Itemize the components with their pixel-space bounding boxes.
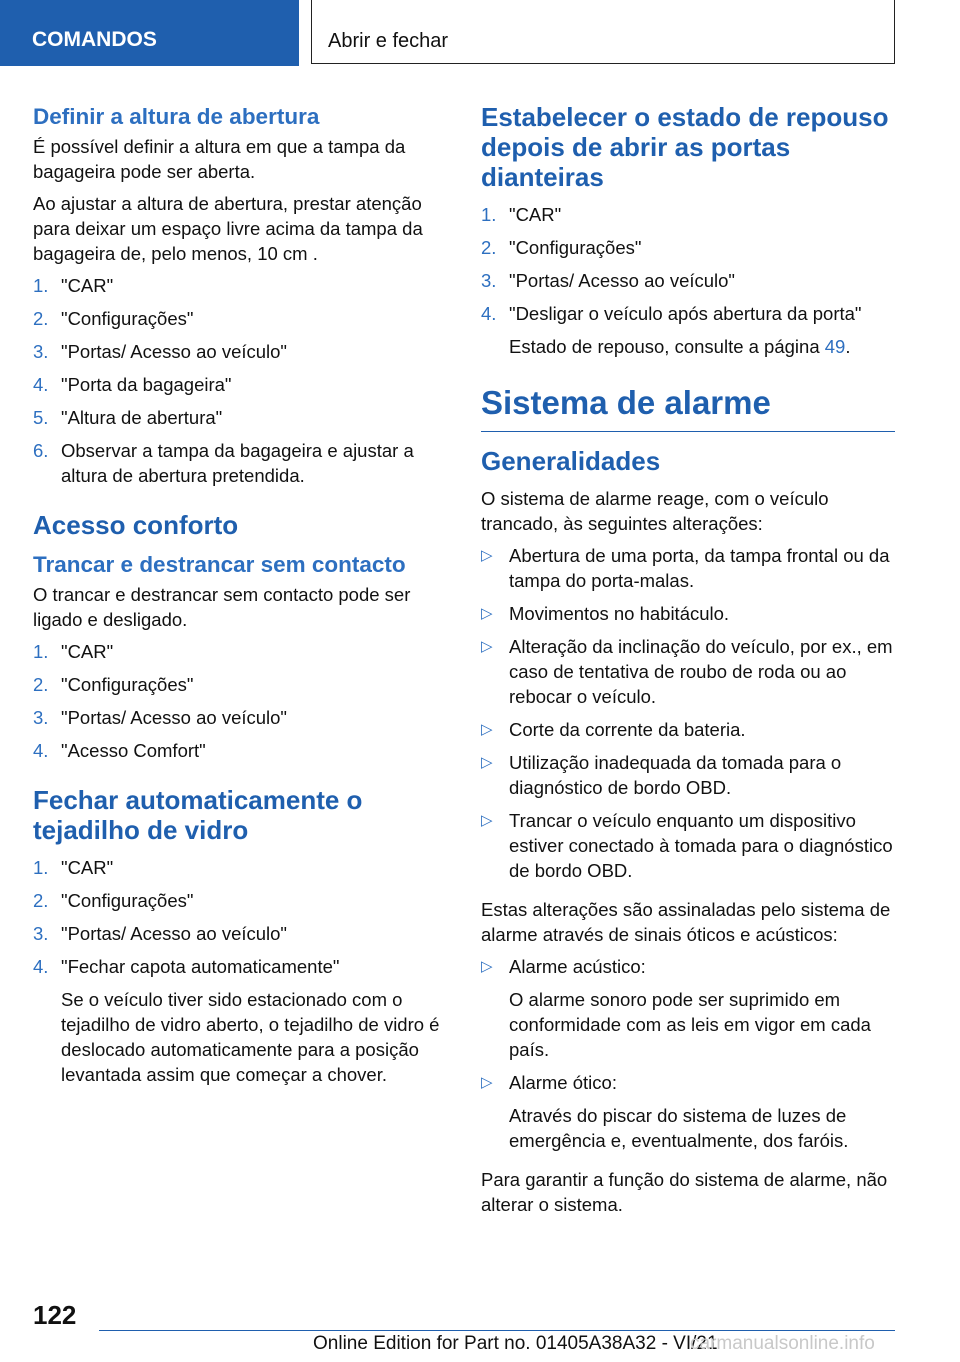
step-note [509, 334, 895, 359]
step-number: 3. [33, 923, 49, 944]
left-column [33, 96, 441, 1101]
list-item [33, 405, 441, 430]
step-text: "Altura de abertura" [61, 407, 223, 428]
bullet-text: Alarme ótico: [509, 1072, 617, 1093]
section-tab: COMANDOS [0, 0, 299, 66]
list-item [481, 750, 895, 800]
list-item [33, 438, 441, 488]
list-item [33, 672, 441, 697]
list-item [33, 273, 441, 298]
edition-text: Online Edition for Part no. 01405A38A32 - VI/21 [313, 1333, 718, 1354]
step-text: "CAR" [61, 275, 114, 296]
step-number: 4. [33, 374, 49, 395]
bullet-list [481, 954, 895, 1153]
list-item [481, 954, 895, 1062]
list-item [481, 543, 895, 593]
step-text: "Portas/ Acesso ao veículo" [61, 707, 288, 728]
page-number: 122 [33, 1300, 77, 1330]
triangle-bullet-icon: ▷ [481, 605, 493, 622]
bullet-text: Trancar o veículo enquanto um dispositivo estiver conectado à tomada para o diagnóstico de bordo OBD. [509, 810, 893, 881]
step-number: 1. [33, 857, 49, 878]
paragraph: O sistema de alarme reage, com o veículo trancado, às seguintes alterações: [481, 488, 829, 534]
step-number: 3. [33, 707, 49, 728]
bullet-text: Abertura de uma porta, da tampa frontal ou da tampa do porta-malas. [509, 545, 890, 591]
triangle-bullet-icon: ▷ [481, 638, 493, 655]
step-text: "Configurações" [61, 890, 194, 911]
triangle-bullet-icon: ▷ [481, 547, 493, 564]
triangle-bullet-icon: ▷ [481, 754, 493, 771]
step-text: "CAR" [61, 641, 114, 662]
step-text: "Configurações" [61, 674, 194, 695]
heading-contactless-locking: Trancar e destrancar sem contacto [33, 552, 406, 577]
triangle-bullet-icon: ▷ [481, 812, 493, 829]
page-link[interactable]: 49 [824, 336, 846, 357]
step-text: "Fechar capota automaticamente" [61, 956, 340, 977]
step-number: 4. [33, 740, 49, 761]
right-column [481, 96, 895, 1224]
step-text: "CAR" [61, 857, 114, 878]
list-item [33, 306, 441, 331]
step-text: "Portas/ Acesso ao veículo" [509, 270, 736, 291]
triangle-bullet-icon: ▷ [481, 958, 493, 975]
note-end: . [845, 336, 851, 357]
step-number: 2. [33, 308, 49, 329]
bullet-text: Alarme acústico: [509, 956, 646, 977]
paragraph: Estas alterações são assinaladas pelo sistema de alarme através de sinais óticos e acústicos: [481, 899, 891, 945]
paragraph: É possível definir a altura em que a tampa da bagageira pode ser aberta. [33, 136, 406, 182]
list-item [33, 954, 441, 1087]
heading-opening-height: Definir a altura de abertura [33, 104, 320, 129]
step-text: "Portas/ Acesso ao veículo" [61, 923, 288, 944]
note-text: Estado de repouso, consulte a página [509, 336, 825, 357]
list-item [481, 268, 895, 293]
step-number: 2. [33, 890, 49, 911]
list-item [33, 339, 441, 364]
step-text: "CAR" [509, 204, 562, 225]
heading-standby-state: Estabelecer o estado de repouso depois de abrir as portas dianteiras [481, 102, 889, 192]
step-text: Observar a tampa da bagageira e ajustar a altura de abertura pretendida. [61, 440, 414, 486]
bullet-text: Utilização inadequada da tomada para o diagnóstico de bordo OBD. [509, 752, 842, 798]
step-number: 2. [481, 237, 497, 258]
footer-divider [99, 1330, 895, 1331]
list-item [481, 235, 895, 260]
list-item [33, 888, 441, 913]
bullet-text: Alteração da inclinação do veículo, por ex., em caso de tentativa de roubo de roda ou ao rebocar o veículo. [509, 636, 893, 707]
step-number: 4. [481, 303, 497, 324]
steps-list [481, 202, 895, 359]
step-text: "Configurações" [509, 237, 642, 258]
bullet-note: O alarme sonoro pode ser suprimido em conformidade com as leis em vigor em cada país. [509, 989, 871, 1060]
list-item [33, 855, 441, 880]
list-item [33, 921, 441, 946]
list-item [481, 634, 895, 709]
step-number: 6. [33, 440, 49, 461]
step-text: "Configurações" [61, 308, 194, 329]
step-note: Se o veículo tiver sido estacionado com o tejadilho de vidro aberto, o tejadilho de vidro é deslocado automaticamente para a posição levantada assim que começar a chover. [61, 989, 440, 1085]
step-number: 3. [33, 341, 49, 362]
triangle-bullet-icon: ▷ [481, 1074, 493, 1091]
paragraph: O trancar e destrancar sem contacto pode ser ligado e desligado. [33, 584, 411, 630]
list-item [481, 601, 895, 626]
step-number: 1. [33, 275, 49, 296]
step-number: 4. [33, 956, 49, 977]
bullet-text: Movimentos no habitáculo. [509, 603, 730, 624]
heading-general: Generalidades [481, 446, 661, 476]
bullet-list [481, 543, 895, 883]
paragraph: Ao ajustar a altura de abertura, prestar atenção para deixar um espaço livre acima da tampa da bagageira de, pelo menos, 10 cm . [33, 193, 423, 264]
bullet-text: Corte da corrente da bateria. [509, 719, 746, 740]
page-header [0, 0, 960, 66]
list-item [481, 301, 895, 359]
step-number: 1. [481, 204, 497, 225]
step-text: "Acesso Comfort" [61, 740, 206, 761]
list-item [481, 808, 895, 883]
paragraph: Para garantir a função do sistema de alarme, não alterar o sistema. [481, 1169, 888, 1215]
list-item [481, 1070, 895, 1153]
chapter-title: Abrir e fechar [311, 0, 895, 64]
step-number: 2. [33, 674, 49, 695]
step-text: "Portas/ Acesso ao veículo" [61, 341, 288, 362]
list-item [33, 639, 441, 664]
triangle-bullet-icon: ▷ [481, 721, 493, 738]
step-text: "Desligar o veículo após abertura da porta" [509, 303, 862, 324]
steps-list [33, 855, 441, 1087]
bullet-note: Através do piscar do sistema de luzes de emergência e, eventualmente, dos faróis. [509, 1105, 849, 1151]
step-text: "Porta da bagageira" [61, 374, 232, 395]
heading-comfort-access: Acesso conforto [33, 510, 239, 540]
steps-list [33, 273, 441, 488]
step-number: 5. [33, 407, 49, 428]
step-number: 1. [33, 641, 49, 662]
list-item [33, 372, 441, 397]
list-item [33, 705, 441, 730]
heading-glass-roof: Fechar automaticamente o tejadilho de vidro [33, 785, 363, 845]
list-item [33, 738, 441, 763]
steps-list [33, 639, 441, 763]
watermark: carmanualsonline.info [690, 1333, 875, 1354]
list-item [481, 717, 895, 742]
list-item [481, 202, 895, 227]
step-number: 3. [481, 270, 497, 291]
heading-alarm-system: Sistema de alarme [481, 383, 895, 432]
